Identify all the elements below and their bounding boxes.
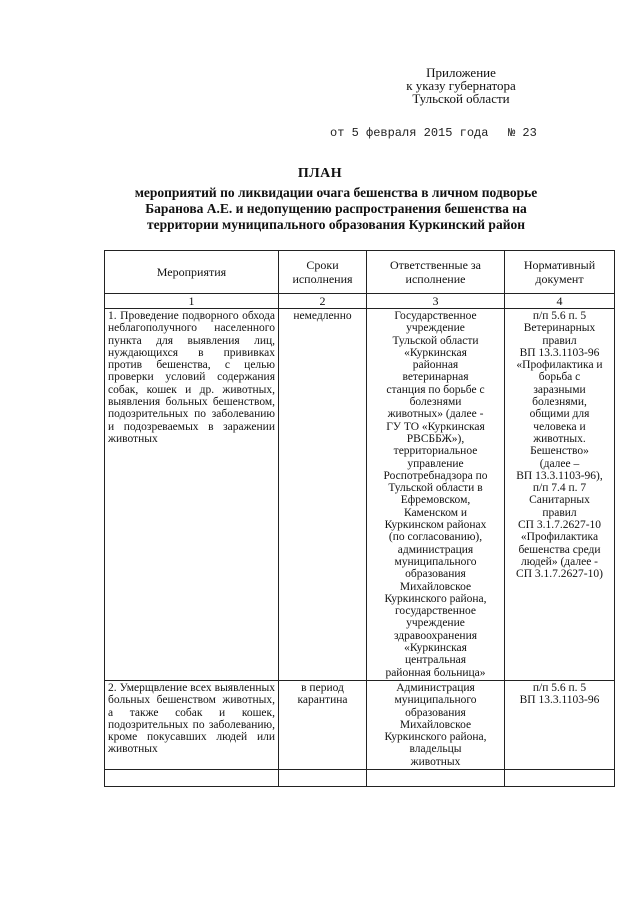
appendix-line: к указу губернатора: [406, 78, 516, 93]
column-header-events: Мероприятия: [105, 251, 279, 294]
document-subtitle: мероприятий по ликвидации очага бешенства в личном подворье Баранова А.Е. и недопущению распространения бешенства на территории муниципального образования Куркинский район: [134, 185, 538, 232]
document-title: ПЛАН: [297, 166, 343, 181]
column-number-row: [105, 294, 615, 309]
column-number: 4: [505, 294, 615, 309]
table-row: [105, 680, 615, 769]
column-header-responsible: Ответственные за исполнение: [367, 251, 505, 294]
deadline-cell: в период карантина: [279, 680, 367, 769]
column-number: 3: [367, 294, 505, 309]
table-header-row: [105, 251, 615, 294]
decree-number: № 23: [508, 126, 537, 140]
empty-cell: [367, 769, 505, 786]
appendix-block: [366, 66, 556, 105]
responsible-cell: Администрация муниципального образования Михайловское Куркинского района, владельцы животных: [367, 680, 505, 769]
column-number: 1: [105, 294, 279, 309]
normative-cell: п/п 5.6 п. 5 ВП 13.3.1103-96: [505, 680, 615, 769]
responsible-cell: Государственное учреждение Тульской области «Куркинская районная ветеринарная станция по борьбе с болезнями животных» (далее - ГУ ТО «Куркинская РВСББЖ»), территориальное управление Роспотребнадзора по Тульской области в Ефремовском, Каменском и Куркинском районах (по согласованию), администрация муниципального образования Михайловское Куркинского района, государственное учреждение здравоохранения «Куркинская центральная районная больница»: [367, 309, 505, 681]
table-row: [105, 309, 615, 681]
appendix-line: Тульской области: [412, 91, 510, 106]
column-header-deadline: Сроки исполнения: [279, 251, 367, 294]
plan-table: [104, 250, 615, 787]
event-cell: 2. Умерщвление всех выявленных больных бешенством животных, а также собак и кошек, подозрительных по заболеванию, кроме покусавших людей или животных: [105, 680, 279, 769]
decree-date: от 5 февраля 2015 года: [330, 126, 489, 140]
column-number: 2: [279, 294, 367, 309]
table-spacer-row: [105, 769, 615, 786]
deadline-cell: немедленно: [279, 309, 367, 681]
empty-cell: [505, 769, 615, 786]
normative-cell: п/п 5.6 п. 5 Ветеринарных правил ВП 13.3.1103-96 «Профилактика и борьба с заразными болезнями, общими для человека и животных. Бешенство» (далее – ВП 13.3.1103-96), п/п 7.4 п. 7 Санитарных правил СП 3.1.7.2627-10 «Профилактика бешенства среди людей» (далее - СП 3.1.7.2627-10): [505, 309, 615, 681]
empty-cell: [105, 769, 279, 786]
column-header-normative: Нормативный документ: [505, 251, 615, 294]
appendix-line: Приложение: [426, 65, 496, 80]
event-cell: 1. Проведение подворного обхода неблагополучного населенного пункта для выявления лиц, нуждающихся в прививках против бешенства, с целью проверки условий содержания собак, кошек и др. животных, выявления больных бешенством, подозрительных по заболеванию и подозреваемых в заражении животных: [105, 309, 279, 681]
empty-cell: [279, 769, 367, 786]
